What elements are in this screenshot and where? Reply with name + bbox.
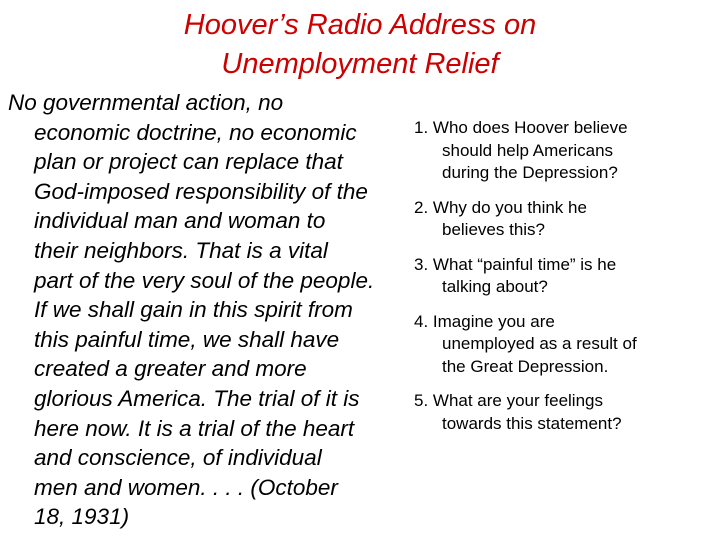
question-line: 1. Who does Hoover believe xyxy=(414,118,628,137)
question-line: 3. What “painful time” is he xyxy=(414,254,617,274)
question-line: 5. What are your feelings xyxy=(414,391,603,410)
quote-line: here now. It is a trial of the heart xyxy=(34,415,355,441)
question-line: 4. Imagine you are xyxy=(414,311,555,331)
question-line: believes this? xyxy=(442,220,546,239)
quote-line: and conscience, of individual xyxy=(34,445,322,471)
hoover-quote xyxy=(8,88,400,532)
question-line: 2. Why do you think he xyxy=(414,197,587,217)
quote-line: plan or project can replace that xyxy=(34,149,343,175)
quote-line: individual man and woman to xyxy=(34,208,326,234)
title-line-1: Hoover’s Radio Address on xyxy=(183,9,537,41)
question-line: during the Depression? xyxy=(442,163,618,182)
quote-line: 18, 1931) xyxy=(34,504,130,530)
quote-line: men and women. . . . (October xyxy=(34,474,338,500)
question-item xyxy=(414,197,714,242)
question-line: unemployed as a result of xyxy=(442,334,637,353)
quote-line: No governmental action, no xyxy=(8,90,284,115)
quote-line: economic doctrine, no economic xyxy=(34,119,357,145)
quote-line: glorious America. The trial of it is xyxy=(34,385,360,411)
slide-title xyxy=(0,6,720,84)
question-list xyxy=(414,117,714,435)
quote-line: this painful time, we shall have xyxy=(34,326,340,352)
question-line: should help Americans xyxy=(442,140,614,160)
question-line: towards this statement? xyxy=(442,413,622,433)
question-item xyxy=(414,117,714,185)
quote-line: part of the very soul of the people. xyxy=(34,267,375,293)
quote-line: If we shall gain in this spirit from xyxy=(34,297,353,323)
question-item xyxy=(414,390,714,435)
question-line: the Great Depression. xyxy=(442,356,609,376)
question-item xyxy=(414,311,714,379)
question-line: talking about? xyxy=(442,277,548,296)
quote-line: created a greater and more xyxy=(34,356,307,382)
question-item xyxy=(414,254,714,299)
quote-line: God-imposed responsibility of the xyxy=(34,178,368,204)
quote-line: their neighbors. That is a vital xyxy=(34,237,328,263)
title-line-2: Unemployment Relief xyxy=(221,48,499,80)
